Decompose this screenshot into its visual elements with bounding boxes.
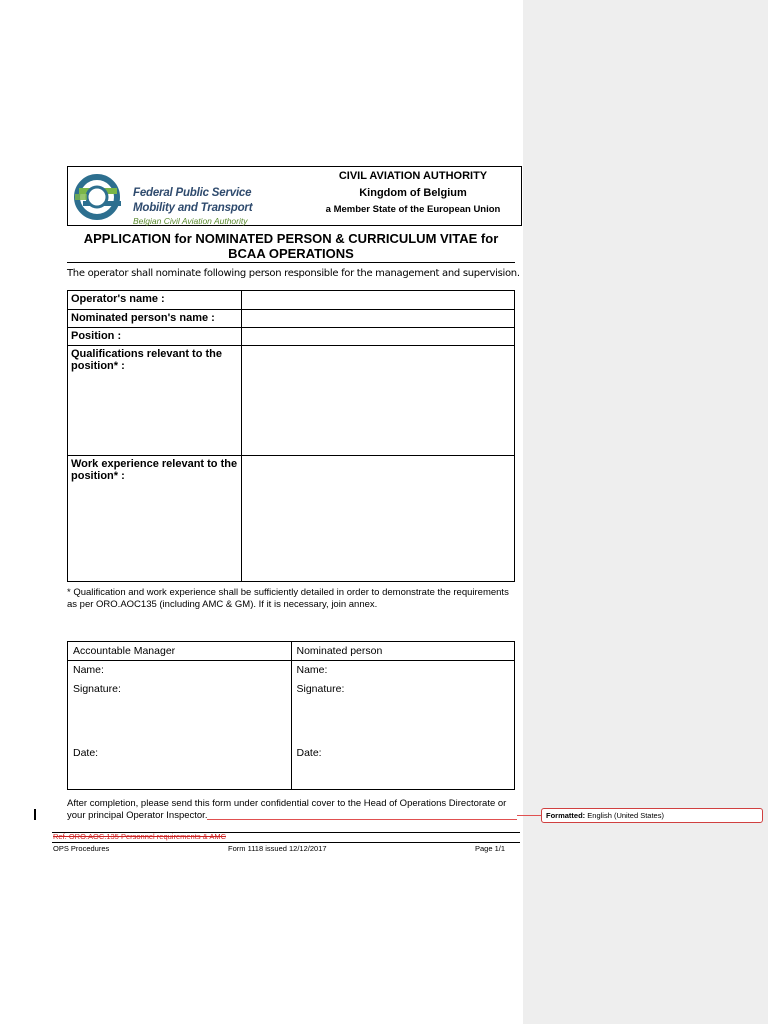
footer-left: OPS Procedures <box>53 844 110 853</box>
signature-row <box>68 661 515 790</box>
qualifications-field[interactable] <box>242 346 515 456</box>
form-label: Position : <box>68 328 242 346</box>
deleted-reference-text: Ref. ORO.AOC.135 Personnel requirements & AMC <box>53 832 226 841</box>
form-label: Work experience relevant to the position* : <box>68 456 242 582</box>
form-row <box>68 346 515 456</box>
form-label: Nominated person's name : <box>68 310 242 328</box>
title-line-1: APPLICATION for NOMINATED PERSON & CURRICULUM VITAE for <box>83 231 499 246</box>
position-field[interactable] <box>242 328 515 346</box>
logo-text-line1: Federal Public Service <box>133 187 252 199</box>
form-row <box>68 310 515 328</box>
logo-text-line2: Mobility and Transport <box>133 202 253 214</box>
date-label: Date: <box>296 747 322 759</box>
fps-logo-icon <box>73 170 133 224</box>
balloon-value: English (United States) <box>587 811 664 820</box>
page-title <box>67 232 515 261</box>
nominated-person-signature-cell[interactable] <box>291 661 515 790</box>
member-state: a Member State of the European Union <box>325 204 501 215</box>
form-row <box>68 291 515 310</box>
signature-header-row <box>68 642 515 661</box>
requirements-note: * Qualification and work experience shall be sufficiently detailed in order to demonstrate the requirements as per ORO.AOC135 (including AMC & GM). If it is necessary, join annex. <box>67 587 509 610</box>
comment-pane <box>523 0 768 1024</box>
form-row <box>68 456 515 582</box>
signature-label: Signature: <box>296 683 345 695</box>
comment-connector-line <box>517 815 541 816</box>
accountable-manager-signature-cell[interactable] <box>68 661 292 790</box>
balloon-label: Formatted: <box>546 811 586 820</box>
operator-name-field[interactable] <box>242 291 515 310</box>
signature-label: Signature: <box>73 683 121 695</box>
nominated-person-header: Nominated person <box>291 642 515 661</box>
signature-table <box>67 641 515 790</box>
footer-page-number: Page 1/1 <box>475 844 506 853</box>
kingdom-name: Kingdom of Belgium <box>359 187 467 199</box>
formatting-comment-balloon[interactable] <box>541 808 763 823</box>
title-line-2: BCAA OPERATIONS <box>228 245 354 261</box>
form-label: Operator's name : <box>68 291 242 310</box>
intro-text: The operator shall nominate following person responsible for the management and supervision. <box>67 268 520 279</box>
name-label: Name: <box>296 664 328 676</box>
footer-center: Form 1118 issued 12/12/2017 <box>228 844 327 853</box>
text-cursor <box>34 809 36 820</box>
nomination-form-table <box>67 290 515 582</box>
accountable-manager-header: Accountable Manager <box>68 642 292 661</box>
title-divider <box>67 262 515 263</box>
after-completion-text: After completion, please send this form under confidential cover to the Head of Operations Directorate or your principal Operator Inspector. <box>67 798 507 821</box>
date-label: Date: <box>73 747 99 759</box>
tracked-change-line <box>207 819 517 820</box>
work-experience-field[interactable] <box>242 456 515 582</box>
form-row <box>68 328 515 346</box>
form-label: Qualifications relevant to the position* : <box>68 346 242 456</box>
fps-logo <box>73 170 253 224</box>
nominated-person-name-field[interactable] <box>242 310 515 328</box>
authority-name: CIVIL AVIATION AUTHORITY <box>338 170 488 182</box>
name-label: Name: <box>73 664 104 676</box>
footer-divider <box>52 842 520 843</box>
header-box <box>67 166 522 226</box>
logo-text-line3: Belgian Civil Aviation Authority <box>133 216 248 226</box>
